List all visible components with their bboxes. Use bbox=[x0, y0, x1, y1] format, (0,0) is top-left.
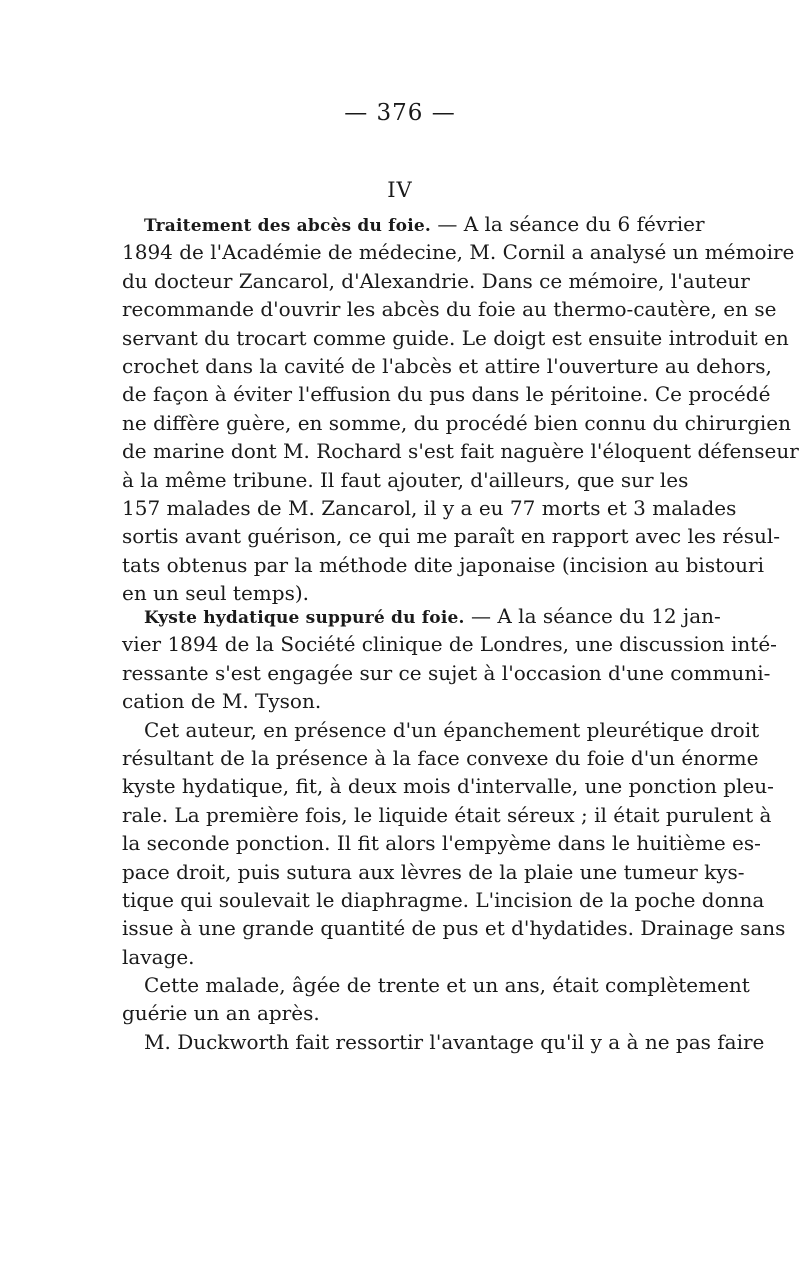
text-line: crochet dans la cavité de l'abcès et attire l'ouverture au dehors, bbox=[122, 353, 772, 378]
text-line: ressante s'est engagée sur ce sujet à l'occasion d'une communi- bbox=[122, 660, 771, 685]
text-line bbox=[122, 602, 721, 630]
text-line: la seconde ponction. Il fit alors l'empyème dans le huitième es- bbox=[122, 831, 761, 856]
paragraph-kyste-hydatique bbox=[122, 602, 786, 1056]
paragraph-abces-du-foie bbox=[122, 210, 799, 607]
text-line: lavage. bbox=[122, 944, 195, 969]
text-line: guérie un an après. bbox=[122, 1001, 320, 1026]
text-line: kyste hydatique, fit, à deux mois d'intervalle, une ponction pleu- bbox=[122, 774, 774, 799]
text-line: de façon à éviter l'effusion du pus dans le péritoine. Ce procédé bbox=[122, 382, 771, 407]
text-line: M. Duckworth fait ressortir l'avantage qu'il y a à ne pas faire bbox=[144, 1029, 765, 1054]
text-line: 157 malades de M. Zancarol, il y a eu 77 morts et 3 malades bbox=[122, 495, 737, 520]
text-line: Cette malade, âgée de trente et un ans, était complètement bbox=[144, 973, 750, 998]
text-line bbox=[122, 210, 705, 238]
text-line: tats obtenus par la méthode dite japonaise (incision au bistouri bbox=[122, 552, 765, 577]
paragraph-heading: Kyste hydatique suppuré du foie. bbox=[144, 608, 465, 628]
text-line: en un seul temps). bbox=[122, 581, 309, 606]
text-line: vier 1894 de la Société clinique de Londres, une discussion inté- bbox=[122, 632, 777, 657]
text-line: cation de M. Tyson. bbox=[122, 689, 322, 714]
text-line: résultant de la présence à la face convexe du foie d'un énorme bbox=[122, 745, 759, 770]
page-number: — 376 — bbox=[344, 100, 456, 126]
text-line: sortis avant guérison, ce qui me paraît en rapport avec les résul- bbox=[122, 524, 781, 549]
text-line-content: — A la séance du 12 jan- bbox=[464, 604, 721, 628]
text-line: ne diffère guère, en somme, du procédé bien connu du chirurgien bbox=[122, 410, 791, 435]
text-line: 1894 de l'Académie de médecine, M. Cornil a analysé un mémoire bbox=[122, 240, 795, 265]
text-line: rale. La première fois, le liquide était séreux ; il était purulent à bbox=[122, 802, 772, 827]
text-line: servant du trocart comme guide. Le doigt est ensuite introduit en bbox=[122, 325, 789, 350]
text-line: du docteur Zancarol, d'Alexandrie. Dans ce mémoire, l'auteur bbox=[122, 268, 750, 293]
text-line-content: — A la séance du 6 février bbox=[431, 212, 705, 236]
text-line: recommande d'ouvrir les abcès du foie au thermo-cautère, en se bbox=[122, 297, 777, 322]
paragraph-heading: Traitement des abcès du foie. bbox=[144, 216, 432, 236]
text-line: pace droit, puis sutura aux lèvres de la plaie une tumeur kys- bbox=[122, 859, 745, 884]
section-numeral: IV bbox=[387, 178, 413, 202]
text-line: de marine dont M. Rochard s'est fait naguère l'éloquent défenseur bbox=[122, 439, 799, 464]
text-line: tique qui soulevait le diaphragme. L'incision de la poche donna bbox=[122, 887, 765, 912]
text-line: Cet auteur, en présence d'un épanchement pleurétique droit bbox=[144, 717, 760, 742]
text-line: issue à une grande quantité de pus et d'hydatides. Drainage sans bbox=[122, 916, 786, 941]
text-line: à la même tribune. Il faut ajouter, d'ailleurs, que sur les bbox=[122, 467, 689, 492]
